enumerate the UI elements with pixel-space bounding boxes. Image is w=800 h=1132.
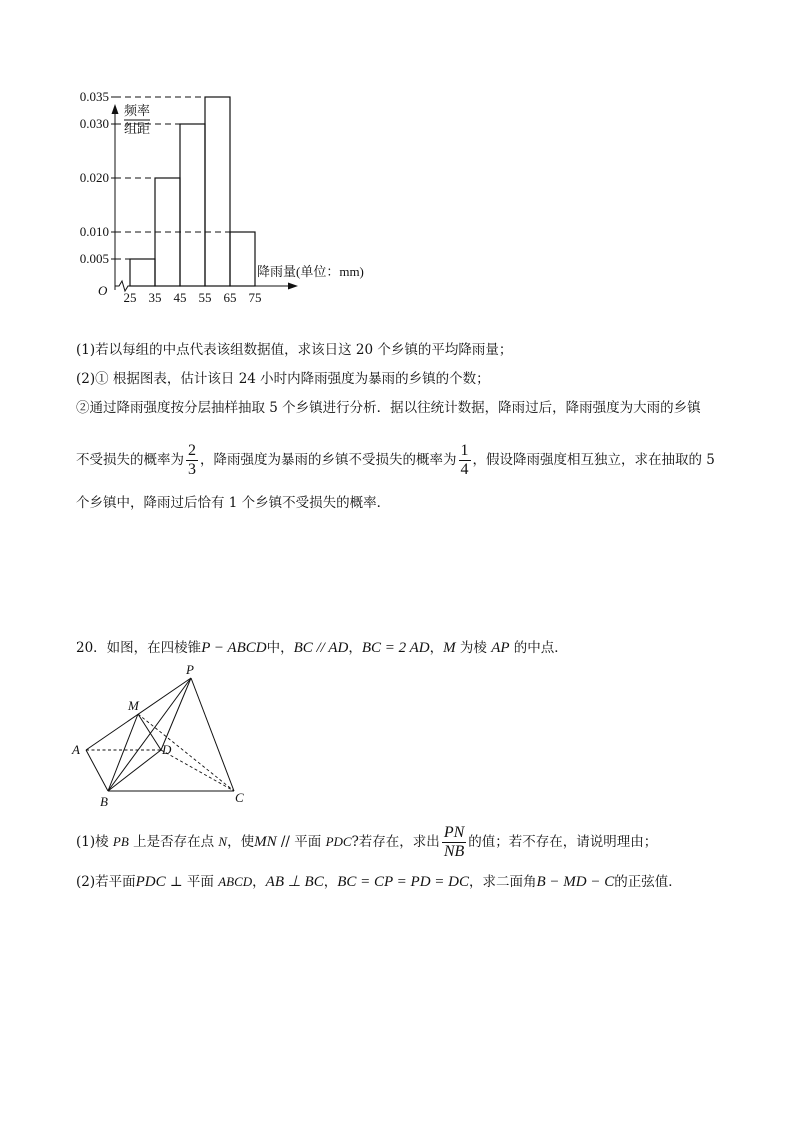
y-axis-arrow bbox=[112, 104, 119, 114]
q20-text: 上是否存在点 bbox=[128, 834, 219, 850]
math-mn: MN bbox=[254, 834, 277, 850]
q20-text: 的中点． bbox=[509, 640, 568, 656]
q19-text-b: ，降雨强度为暴雨的乡镇不受损失的概率为 bbox=[200, 452, 457, 468]
q20-text: (1)棱 bbox=[76, 834, 113, 850]
edge-ab bbox=[86, 750, 108, 791]
fraction-numerator: 1 bbox=[460, 442, 469, 459]
histogram-bar bbox=[230, 232, 255, 286]
math-edge-pb: PB bbox=[112, 834, 129, 849]
math-edge-ap: AP bbox=[491, 640, 510, 656]
q20-text: 20．如图，在四棱锥 bbox=[76, 640, 202, 656]
q20-text: ， bbox=[348, 640, 362, 656]
y-tick-label: 0.020 bbox=[79, 170, 109, 185]
label-a: A bbox=[72, 742, 80, 757]
x-axis-arrow bbox=[288, 283, 298, 290]
label-p: P bbox=[186, 662, 194, 677]
q20-text: (2)若平面 bbox=[76, 874, 136, 890]
histogram-bar bbox=[205, 97, 230, 286]
rainfall-histogram bbox=[60, 89, 364, 315]
math-length: BC = 2 AD bbox=[361, 640, 430, 656]
histogram-bar bbox=[180, 124, 205, 286]
q20-text: ，使 bbox=[227, 834, 255, 850]
edge-pb bbox=[108, 678, 191, 791]
q20-part1 bbox=[76, 822, 657, 862]
fraction-denominator: 4 bbox=[460, 461, 469, 478]
q19-part2-end: 个乡镇中，降雨过后恰有 1 个乡镇不受损失的概率． bbox=[76, 495, 391, 511]
origin-label: O bbox=[98, 283, 108, 298]
q20-text: // 平面 bbox=[276, 834, 326, 850]
xlabel: 降雨量(单位：mm) bbox=[257, 264, 364, 279]
q19-part2-ii: ②通过降雨强度按分层抽样抽取 5 个乡镇进行分析．据以往统计数据，降雨过后，降雨强度为大雨的乡镇 bbox=[76, 400, 701, 416]
math-point-n: N bbox=[218, 834, 228, 849]
x-tick-label: 35 bbox=[148, 290, 162, 305]
y-tick-label: 0.005 bbox=[79, 251, 109, 266]
math-perpendicular: AB ⊥ BC bbox=[265, 874, 324, 890]
math-pyramid: P − ABCD bbox=[201, 640, 267, 656]
fraction-pn-nb bbox=[442, 824, 466, 861]
y-tick-labels bbox=[80, 89, 109, 266]
fraction-two-thirds bbox=[186, 442, 198, 479]
math-plane-pdc: PDC bbox=[135, 874, 166, 890]
math-parallel: BC // AD bbox=[293, 640, 349, 656]
label-d: D bbox=[162, 742, 172, 757]
math-dihedral-angle: B − MD − C bbox=[536, 874, 615, 890]
x-tick-label: 45 bbox=[173, 290, 187, 305]
y-tick-label: 0.010 bbox=[79, 224, 109, 239]
math-point-m: M bbox=[443, 640, 456, 656]
label-b: B bbox=[100, 794, 108, 809]
q19-probability-line bbox=[76, 440, 715, 480]
q19-part1: (1)若以每组的中点代表该组数据值，求该日这 20 个乡镇的平均降雨量； bbox=[76, 342, 513, 358]
y-tick-label: 0.035 bbox=[79, 89, 109, 104]
q20-text: 的值；若不存在，请说明理由； bbox=[468, 834, 658, 850]
x-tick-label: 75 bbox=[248, 290, 262, 305]
q19-text-c: ，假设降雨强度相互独立，求在抽取的 5 bbox=[472, 452, 715, 468]
q19-text-a: 不受损失的概率为 bbox=[76, 452, 184, 468]
q20-text: ?若存在，求出 bbox=[351, 834, 440, 850]
fraction-numerator: 2 bbox=[188, 442, 196, 459]
q20-text: 中， bbox=[266, 640, 294, 656]
x-tick-label: 25 bbox=[123, 290, 137, 305]
fraction-denominator: NB bbox=[443, 843, 465, 860]
fraction-numerator: PN bbox=[443, 824, 465, 841]
q20-text: 的正弦值． bbox=[614, 874, 682, 890]
math-equal-lengths: BC = CP = PD = DC bbox=[337, 874, 469, 890]
x-tick-label: 65 bbox=[223, 290, 237, 305]
segment-md bbox=[138, 714, 161, 750]
q20-text: 为棱 bbox=[455, 640, 492, 656]
math-plane-abcd: ABCD bbox=[218, 874, 253, 889]
x-tick-label: 55 bbox=[198, 290, 212, 305]
histogram-bar bbox=[130, 259, 155, 286]
q20-text: ， bbox=[252, 874, 266, 890]
fraction-one-quarter bbox=[459, 442, 471, 479]
ylabel-bottom: 组距 bbox=[123, 121, 151, 136]
pyramid-figure bbox=[70, 660, 260, 810]
q20-text: ，求二面角 bbox=[468, 874, 537, 890]
fraction-denominator: 3 bbox=[188, 461, 196, 478]
math-plane-pdc: PDC bbox=[325, 834, 352, 849]
q20-text: ⊥ 平面 bbox=[165, 874, 219, 890]
q19-part2: (2)① 根据图表，估计该日 24 小时内降雨强度为暴雨的乡镇的个数； bbox=[76, 371, 490, 387]
q20-part2 bbox=[76, 872, 682, 892]
q20-statement bbox=[76, 638, 568, 658]
edge-dc-hidden bbox=[161, 750, 234, 791]
y-tick-label: 0.030 bbox=[79, 116, 109, 131]
q20-text: ， bbox=[323, 874, 338, 890]
q20-text: ， bbox=[429, 640, 444, 656]
label-m: M bbox=[128, 698, 139, 713]
label-c: C bbox=[235, 790, 244, 805]
ylabel-top: 频率 bbox=[123, 103, 151, 118]
x-tick-labels bbox=[124, 290, 262, 305]
